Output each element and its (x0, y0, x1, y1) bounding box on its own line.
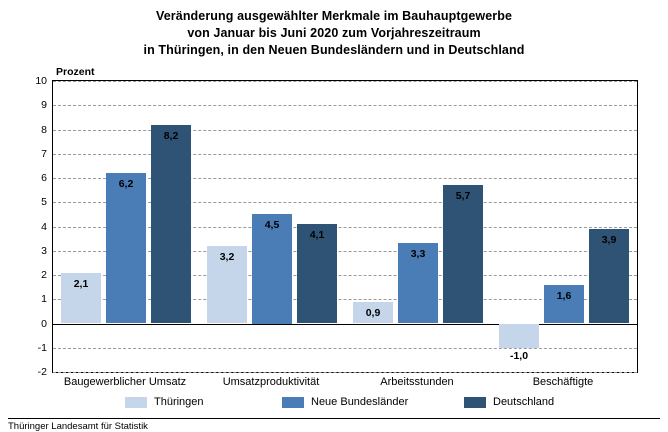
bar (106, 81, 146, 372)
footer-divider (8, 418, 660, 419)
bar-value-label: 3,3 (410, 248, 426, 261)
y-axis-unit-label: Prozent (56, 66, 95, 78)
x-axis-category-labels (52, 376, 638, 394)
legend-swatch (125, 397, 147, 408)
bar-rect (106, 173, 146, 323)
legend-item[interactable] (282, 396, 408, 408)
legend-label: Thüringen (154, 396, 204, 408)
y-axis-tick-label: 5 (41, 196, 47, 209)
bar-value-label: 4,1 (309, 229, 325, 242)
bar-value-label: 3,2 (219, 250, 235, 263)
legend-label: Deutschland (493, 396, 555, 408)
bar-rect (443, 185, 483, 323)
y-axis-tick-label: 4 (41, 220, 47, 233)
bar-value-label: 0,9 (365, 306, 381, 319)
bar (443, 81, 483, 372)
bar (353, 81, 393, 372)
bar-value-label: 8,2 (163, 129, 179, 142)
x-axis-label: Beschäftigte (532, 376, 594, 388)
legend-label: Neue Bundesländer (311, 396, 409, 408)
bar-value-label: 4,5 (264, 219, 280, 232)
y-axis-tick-label: 8 (41, 123, 47, 136)
bar-group (53, 81, 199, 372)
x-axis-label: Arbeitsstunden (380, 376, 454, 388)
y-axis-tick-label: 7 (41, 147, 47, 160)
bar-value-label: -1,0 (509, 349, 529, 362)
y-axis-tick-label: 2 (41, 269, 47, 281)
bar-value-label: 3,9 (601, 233, 617, 246)
bar (297, 81, 337, 372)
bar (499, 81, 539, 372)
legend-item[interactable] (464, 396, 554, 408)
bar (589, 81, 629, 372)
x-axis-label: Umsatzproduktivität (222, 376, 320, 388)
bar (398, 81, 438, 372)
title-line-3: in Thüringen, in den Neuen Bundesländern und in Deutschland (143, 43, 525, 57)
chart-legend (52, 396, 638, 416)
y-axis-tick-label: -1 (37, 341, 47, 354)
legend-swatch (282, 397, 304, 408)
bar (544, 81, 584, 372)
bar-rect (151, 125, 191, 324)
title-line-1: Veränderung ausgewählter Merkmale im Bauhauptgewerbe (156, 9, 512, 23)
chart-title (0, 8, 668, 59)
bar-group (345, 81, 491, 372)
y-axis-tick-label: 0 (41, 317, 47, 330)
y-axis-tick-label: 9 (41, 99, 47, 112)
source-note: Thüringer Landesamt für Statistik (8, 421, 148, 432)
legend-item[interactable] (125, 396, 204, 408)
y-axis-tick-label: 10 (35, 75, 47, 87)
bar-value-label: 2,1 (73, 277, 89, 290)
bar-value-label: 5,7 (455, 190, 471, 203)
plot-area (35, 75, 638, 378)
y-axis-tick-label: 1 (41, 293, 47, 306)
bar-group (199, 81, 345, 372)
gridline (53, 372, 637, 373)
bar-value-label: 1,6 (556, 289, 572, 302)
bar (207, 81, 247, 372)
y-axis-tick-label: 6 (41, 172, 47, 184)
y-axis-tick-label: 3 (41, 244, 47, 257)
bar-group (491, 81, 637, 372)
bar (151, 81, 191, 372)
legend-swatch (464, 397, 486, 408)
bar (61, 81, 101, 372)
bar (252, 81, 292, 372)
bar-value-label: 6,2 (118, 178, 134, 191)
bar-rect (499, 324, 539, 348)
title-line-2: von Januar bis Juni 2020 zum Vorjahreszeitraum (187, 26, 481, 40)
x-axis-label: Baugewerblicher Umsatz (63, 376, 187, 388)
y-axis-tick-label: -2 (37, 366, 47, 378)
